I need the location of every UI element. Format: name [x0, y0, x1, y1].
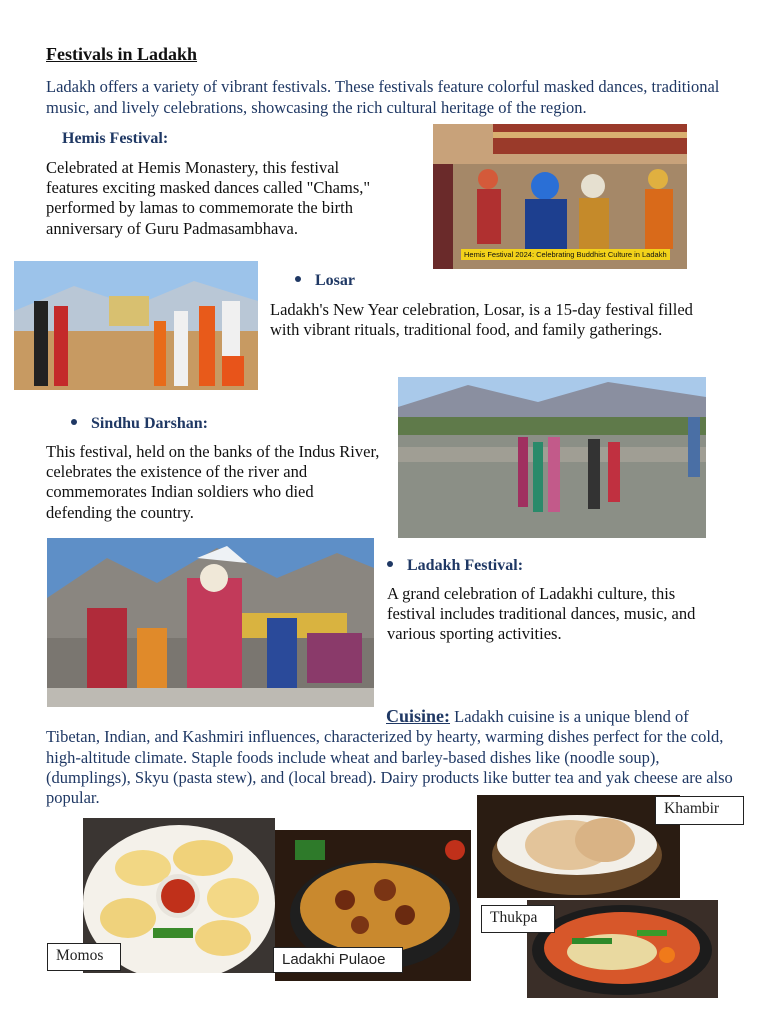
thukpa-photo [527, 900, 718, 998]
losar-description: Ladakh's New Year celebration, Losar, is a 15-day festival filled with vibrant rituals, traditional food, and family gatherings. [270, 300, 693, 340]
cuisine-text: Ladakh cuisine is a unique blend of Tibetan, Indian, and Kashmiri influences, characterized by hearty, warming dishes perfect for the cold, high-altitude climate. Staple foods include wheat and barley-based dishes like (noodle soup), (dumplings), Skyu (pasta stew), and (local bread). Dairy products like butter tea and yak cheese are also popular. [46, 707, 733, 808]
cuisine-paragraph [46, 706, 736, 808]
bullet-icon [387, 561, 393, 567]
momos-label: Momos [47, 943, 121, 971]
bullet-icon [295, 276, 301, 282]
sindhu-darshan-photo [398, 377, 706, 538]
hemis-festival-photo [433, 124, 687, 269]
hemis-photo-caption: Hemis Festival 2024: Celebrating Buddhist Culture in Ladakh [461, 249, 670, 260]
sindhu-darshan-heading: Sindhu Darshan: [71, 415, 208, 433]
page-title: Festivals in Ladakh [46, 44, 198, 64]
ladakh-festival-heading: Ladakh Festival: [387, 557, 523, 575]
thukpa-label: Thukpa [481, 905, 555, 933]
khambir-bread-photo [477, 795, 680, 898]
intro-paragraph: Ladakh offers a variety of vibrant festivals. These festivals feature colorful masked dances, traditional music, and lively celebrations, showcasing the rich cultural heritage of the region. [46, 77, 720, 117]
khambir-label: Khambir [655, 796, 744, 825]
pulao-label: Ladakhi Pulaoe [273, 947, 403, 973]
ladakh-festival-description: A grand celebration of Ladakhi culture, this festival includes traditional dances, music, and various sporting activities. [387, 584, 696, 644]
ladakh-festival-photo [47, 538, 374, 707]
sindhu-darshan-description: This festival, held on the banks of the Indus River, celebrates the existence of the river and commemorates Indian soldiers who died defending the country. [46, 442, 380, 522]
losar-dance-photo [14, 261, 258, 390]
hemis-description: Celebrated at Hemis Monastery, this festival features exciting masked dances called "Chams," performed by lamas to commemorate the birth anniversary of Guru Padmasambhava. [46, 158, 371, 238]
cuisine-heading: Cuisine: [386, 706, 451, 726]
bullet-icon [71, 419, 77, 425]
hemis-heading: Hemis Festival: [62, 130, 169, 147]
losar-heading: Losar [295, 272, 355, 290]
